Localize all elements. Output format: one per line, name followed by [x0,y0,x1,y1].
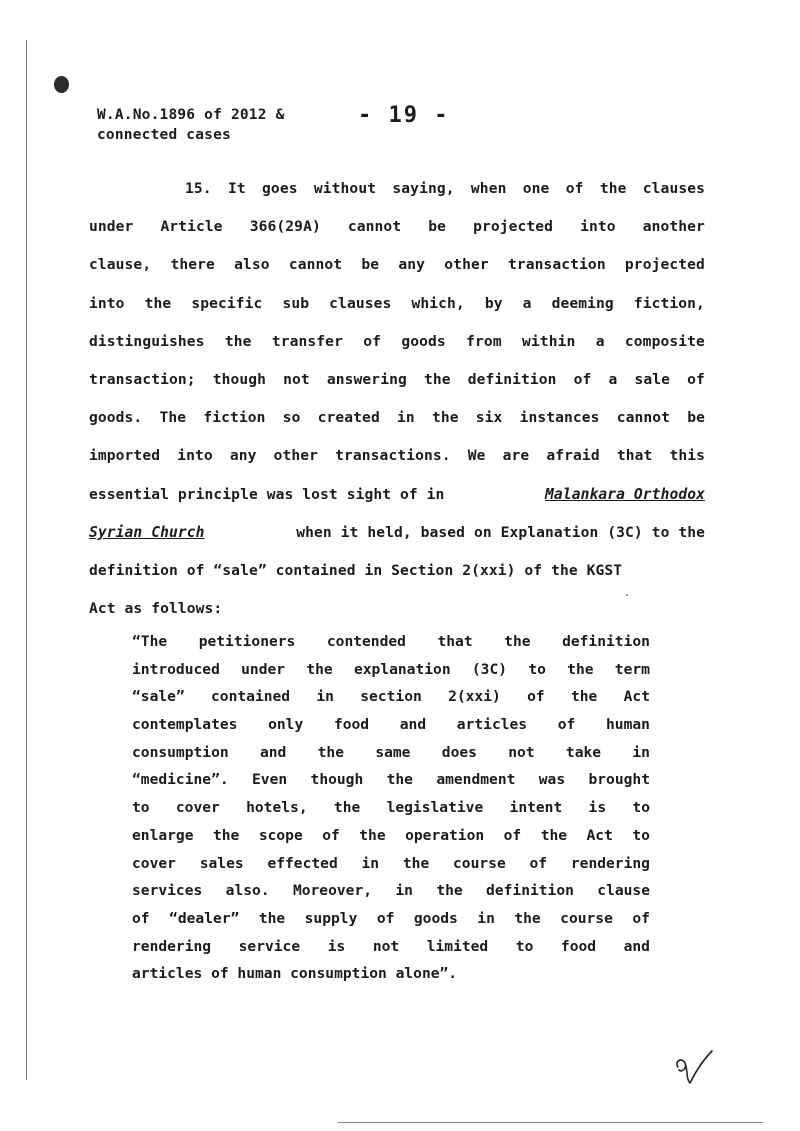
word: transfer [271,332,343,350]
word: are [502,447,530,465]
word: other [273,447,319,465]
word: any [229,447,257,465]
word: the [423,370,451,388]
paragraph-line-text: essential principle was lost sight of in [89,485,445,503]
word: to [632,799,650,817]
word: not [283,370,310,388]
word: composite [624,332,705,350]
word: of [527,688,545,706]
word: sale [634,370,671,388]
word: within [522,332,576,350]
word: not [372,937,400,955]
case-reference-line-1: W.A.No.1896 of 2012 & [97,107,285,123]
word: the [359,826,386,844]
word: any [398,256,426,274]
word: so [282,409,301,427]
word: legislative [386,799,484,817]
word: in [395,882,413,900]
word: of [557,716,576,734]
word: the [540,826,568,844]
word: is [327,937,346,955]
word: the [258,909,286,927]
bottom-rule [338,1122,763,1123]
word: definition [562,633,650,650]
word: distinguishes [89,332,205,350]
word: in [361,854,380,872]
word: of [132,909,150,927]
word: the [402,854,430,872]
word: of [376,909,395,927]
case-reference [97,105,285,145]
word: limited [426,937,489,955]
quote-line [132,656,650,684]
word: in [316,688,334,706]
word: into [177,447,213,465]
word: of [529,854,548,872]
word: specific [191,294,263,312]
paragraph-line-text: Act as follows: [89,600,223,618]
word: definition [486,882,574,900]
paragraph-line [89,285,705,323]
word: effected [267,854,338,872]
word: transactions. [335,447,451,465]
word: a [608,370,618,388]
page-number: - 19 - [358,103,450,128]
word: supply [304,909,358,927]
word: and [399,716,427,734]
word: enlarge [132,826,194,844]
word: hotels, [246,799,308,817]
word: course [560,909,613,927]
word: afraid [546,447,600,465]
word: transaction; [89,370,196,388]
word: by [484,294,503,312]
word: does [441,743,477,761]
paragraph-line [89,246,705,284]
word: human [606,716,650,734]
punch-hole-mark [54,76,69,93]
word: “sale” [132,688,185,706]
word: scope [258,826,303,844]
word: answering [326,370,407,388]
word: the [514,909,541,927]
word: term [614,660,650,678]
word: the [306,660,333,678]
word: to [132,799,150,817]
word: goods [401,332,446,350]
paragraph-body-lines [89,170,705,476]
word: another [642,218,705,236]
word: section [360,688,422,706]
word: cannot [347,218,402,236]
paragraph-line [89,552,705,590]
word: intent [509,799,563,817]
word: only [268,716,304,734]
word: under [241,660,286,678]
word: saying, [392,180,455,197]
word: 366(29A) [249,218,321,236]
word: without [313,180,377,197]
word: articles [456,716,528,734]
word: take [565,743,602,761]
quote-line [132,960,650,988]
word: the [144,294,172,312]
word: deeming [551,294,614,312]
word: though [310,771,364,789]
word: fiction, [633,294,705,312]
word: goods [413,909,458,927]
word: the [504,633,531,650]
word: be [687,409,705,427]
word: contended [326,633,406,650]
quote-line [132,739,650,767]
word: this [669,447,705,465]
quote-body-lines [132,628,650,960]
word: and [259,743,287,761]
word: 2(xxi) [448,688,501,706]
word: contemplates [132,716,238,734]
word: the [224,332,252,350]
case-reference-line-2: connected cases [97,127,231,143]
quote-line [132,766,650,794]
quote-line [132,711,650,739]
word: of [322,826,340,844]
word: there [170,256,215,274]
word: cover [175,799,220,817]
word: “The [132,633,168,650]
word: in [397,409,415,427]
scan-speck [626,594,628,596]
word: fiction [203,409,266,427]
word: to [528,660,546,678]
word: course [453,854,506,872]
word: Act [623,688,650,706]
quote-line [132,794,650,822]
word: the [567,660,594,678]
case-name-link-part-1: Malankara Orthodox [545,485,705,503]
word: of [565,180,584,197]
word: (3C) [471,660,508,678]
word: food [333,716,370,734]
paragraph-15 [89,170,705,628]
word: introduced [132,660,220,678]
word: a [595,332,605,350]
word: rendering [132,937,212,955]
word: clause, [89,256,152,274]
paragraph-line [89,476,705,514]
word: Even [252,771,288,789]
quote-line [132,683,650,711]
word: was [538,771,566,789]
paragraph-line [89,208,705,246]
word: sales [199,854,244,872]
paragraph-line-text: definition of “sale” contained in Section 2(xxi) of the KGST [89,561,623,579]
word: the [431,409,459,427]
word: consumption [132,743,229,761]
quote-line [132,628,650,656]
word: Act [586,826,613,844]
word: six [475,409,503,427]
word: amendment [436,771,516,789]
word: other [444,256,489,274]
word: also [234,256,270,274]
quote-line [132,905,650,933]
word: of [503,826,522,844]
word: food [560,937,597,955]
word: a [522,294,532,312]
paragraph-line [89,170,705,208]
word: also. [225,882,270,900]
word: cover [132,854,176,872]
paragraph-line [89,590,705,628]
quote-line [132,850,650,878]
word: that [616,447,653,465]
word: “medicine”. [132,771,229,789]
word: one [522,180,550,197]
word: of [687,370,705,388]
word: to [632,826,650,844]
quote-line [132,933,650,961]
word: clause [597,882,650,900]
paragraph-line [89,361,705,399]
word: same [375,743,411,761]
word: which, [411,294,465,312]
initials-signature [668,1047,716,1091]
word: to [515,937,534,955]
word: definition [467,370,557,388]
word: created [317,409,380,427]
paragraph-line [89,437,705,475]
word: projected [473,218,554,236]
word: under [89,218,134,236]
word: projected [624,256,705,274]
word: brought [588,771,650,789]
word: the [317,743,344,761]
block-quote [132,628,650,988]
word: in [632,743,650,761]
word: 15. [185,180,212,197]
word: services [132,882,203,900]
word: when [470,180,507,197]
paragraph-line [89,323,705,361]
word: be [361,256,380,274]
word: cannot [288,256,343,274]
word: the [436,882,463,900]
word: not [508,743,535,761]
word: though [212,370,267,388]
word: the [212,826,240,844]
word: cannot [616,409,671,427]
word: rendering [570,854,650,872]
word: operation [405,826,485,844]
paragraph-line-text: when it held, based on Explanation (3C) to the [296,523,705,541]
paragraph-line [89,399,705,437]
word: clauses [642,180,705,197]
word: imported [89,447,161,465]
word: of [363,332,382,350]
word: goods. [89,409,143,427]
word: It [227,180,246,197]
word: The [159,409,187,427]
word: “dealer” [169,909,240,927]
word: into [89,294,125,312]
word: the [333,799,361,817]
word: goes [262,180,298,197]
paragraph-line [89,514,705,552]
word: the [570,688,598,706]
word: sub [282,294,310,312]
word: We [467,447,486,465]
word: instances [519,409,600,427]
word: from [466,332,502,350]
word: clauses [329,294,392,312]
quote-line [132,877,650,905]
word: and [623,937,650,955]
word: transaction [507,256,606,274]
word: Moreover, [292,882,373,900]
word: explanation [353,660,451,678]
word: Article [160,218,223,236]
margin-line [26,40,27,1080]
word: be [428,218,447,236]
word: into [580,218,616,236]
word: that [437,633,473,650]
word: of [632,909,650,927]
word: of [573,370,592,388]
word: service [238,937,301,955]
quote-line-text: articles of human consumption alone”. [132,965,458,983]
word: the [599,180,627,197]
word: is [588,799,607,817]
word: contained [211,688,291,706]
case-name-link-part-2: Syrian Church [89,523,205,541]
quote-line [132,822,650,850]
word: in [477,909,495,927]
word: petitioners [198,633,296,650]
word: the [386,771,413,789]
